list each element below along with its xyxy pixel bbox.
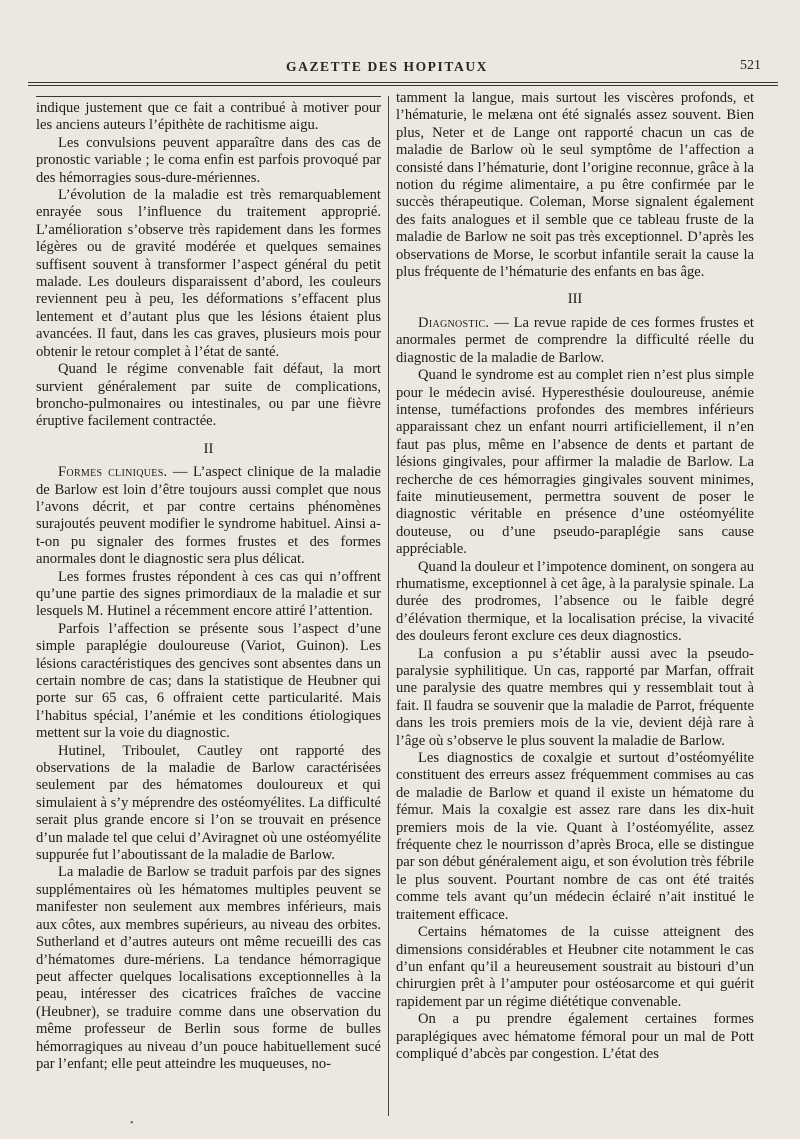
column-top-rule <box>36 96 381 97</box>
paragraph: L’évolution de la maladie est très remarquablement enrayée sous l’influence du traitement approprié. L’amélioration s’observe très rapidement dans les formes légères ou de gravité modérée et quelques semaines suffisent souvent à transformer l’aspect général du petit malade. Les douleurs disparaissent d’abord, les couleurs reviennent peu à peu, les déformations s’effacent plus lentement et d’autant plus que les lésions étaient plus avancées. Il faut, dans les cas graves, plusieurs mois pour obtenir le retour complet à l’état de santé. <box>36 187 381 360</box>
paragraph-text: — L’aspect clinique de la maladie de Barlow est loin d’être toujours aussi complet que nous l’avons décrit, et par contre certains phénomènes surajoutés peuvent modifier le syndrome habituel. Ainsi a-t-on pu signaler des formes frustes et des formes anormales dont le diagnostic sera plus délicat. <box>36 464 381 568</box>
page-number: 521 <box>740 58 761 73</box>
column-divider <box>388 96 389 1116</box>
paragraph: Quand le régime convenable fait défaut, la mort survient généralement par suite de complications, broncho-pulmonaires ou intestinales, ou par une fièvre éruptive facilement contractée. <box>36 361 381 430</box>
section-heading: Formes cliniques. <box>58 464 168 481</box>
paragraph: Hutinel, Triboulet, Cautley ont rapporté des observations de la maladie de Barlow caractérisées seulement par des hématomes douloureux et qui simulaient à s’y méprendre des ostéomyélites. La difficulté serait plus grande encore si l’on se trouvait en présence d’un malade tel que celui d’Aviragnet où une ostéomyélite suppurée fut l’aboutissant de la maladie de Barlow. <box>36 742 382 864</box>
section-number: III <box>567 291 583 308</box>
paragraph: Parfois l’affection se présente sous l’aspect d’une simple paraplégie douloureuse (Variot, Guinon). Les lésions caractéristiques des gencives sont absentes dans un certain nombre de cas; dans la statistique de Heubner qui porte sur 65 cas, 6 offraient cette particularité. Mais l’habitus spécial, l’anémie et les conditions étiologiques mettent sur la voie du diagnostic. <box>36 620 381 742</box>
paragraph: La maladie de Barlow se traduit parfois par des signes supplémentaires où les hématomes multiples peuvent se manifester non seulement aux membres inférieurs, mais aux côtes, aux membres supérieurs, au niveau des orbites. Sutherland et d’autres auteurs ont même recueilli des cas d’hématomes dure-mériens. La tendance hémorragique peut affecter quelques localisations exceptionnelles à la peau, intéresser des cicatrices fraîches de vaccine (Heubner), se traduire comme dans une observation du même professeur de Berlin sous forme de bulles hémorragiques au niveau d’un pouce habituellement sucé par l’enfant; elle peut atteindre les muqueuses, no- <box>36 864 381 1072</box>
print-mark: • <box>130 1118 134 1129</box>
section-heading: Diagnostic. <box>418 314 490 331</box>
paragraph <box>36 464 381 568</box>
paragraph: Les diagnostics de coxalgie et surtout d’ostéomyélite constituent des erreurs assez fréquemment commises au cas de maladie de Barlow et quand il existe un hématome du fémur. Mais la coxalgie est assez rare dans les dix-huit premiers mois de la vie. Quant à l’ostéomyélite, assez fréquente chez le nourrisson d’après Broca, elle se distingue par son début généralement aigu, et son évolution très fébrile le plus souvent. Pourtant nombre de cas ont été traités comme tels avant qu’un médecin éclairé n’ait institué le traitement efficace. <box>396 750 754 923</box>
paragraph-text: — La revue rapide de ces formes frustes et anormales permet de comprendre la difficulté réelle du diagnostic de la maladie de Barlow. <box>396 314 754 366</box>
paragraph: Certains hématomes de la cuisse atteignent des dimensions considérables et Heubner cite notamment le cas d’un enfant qu’il a heureusement soustrait au bistouri d’un chirurgien prêt à l’amputer pour ostéosarcome et qui guérit rapidement par un régime diététique convenable. <box>396 924 754 1010</box>
paragraph: Les formes frustes répondent à ces cas qui n’offrent qu’une partie des signes primordiaux de la maladie et sur lesquels M. Hutinel a récemment encore attiré l’attention. <box>36 568 381 620</box>
right-column <box>396 90 754 1063</box>
paragraph: Quand la douleur et l’impotence dominent, on songera au rhumatisme, exceptionnel à cet âge, à la paralysie spinale. La durée des prodromes, l’absence ou le faible degré d’élévation thermique, et la localisation précise, la vivacité des douleurs feront exclure ces deux diagnostics. <box>396 558 754 645</box>
paragraph: Quand le syndrome est au complet rien n’est plus simple pour le médecin avisé. Hyperesthésie douloureuse, anémie intense, tuméfactions profondes des membres inférieurs apparaissant chez un enfant nourri artificiellement, il n’en faut pas plus, même en l’absence de dents et partant de lésions gingivales, pour affirmer la maladie de Barlow. La recherche de ces hémorragies gingivales souvent minimes, faite minutieusement, permettra souvent de poser le diagnostic véritable en présence d’une ostéomyélite douteuse, ou d’une pseudo-paraplégie sans cause appréciable. <box>396 367 754 558</box>
left-column <box>36 100 381 1073</box>
header-rule <box>28 82 778 83</box>
section-number: II <box>203 440 214 457</box>
header-rule-thin <box>28 85 778 86</box>
paragraph: La confusion a pu s’établir aussi avec la pseudo-paralysie syphilitique. Un cas, rapporté par Marfan, offrait une paralysie des quatre membres qui y ressemblait tout à fait. Il faudra se souvenir que la maladie de Parrot, fréquente dans les trois premiers mois de la vie, devient déjà rare à l’âge où s’observe le plus souvent la maladie de Barlow. <box>396 645 754 749</box>
journal-title: GAZETTE DES HOPITAUX <box>286 59 489 74</box>
paragraph: On a pu prendre également certaines formes paraplégiques avec hématome fémoral pour un mal de Pott compliqué d’abcès par congestion. L’état des <box>396 1011 754 1062</box>
paragraph: indique justement que ce fait a contribué à motiver pour les anciens auteurs l’épithète de rachitisme aigu. <box>36 100 381 134</box>
paragraph <box>396 315 754 367</box>
running-head <box>0 58 800 78</box>
paragraph: Les convulsions peuvent apparaître dans des cas de pronostic variable ; le coma enfin est parfois provoqué par des hémorragies sous-dure-mériennes. <box>36 134 381 186</box>
paragraph: tamment la langue, mais surtout les viscères profonds, et l’hématurie, le melæna ont été signalés assez souvent. Bien plus, Neter et de Lange ont rapporté chacun un cas de maladie de Barlow où le seul symptôme de l’affection a consisté dans l’hématurie, dont l’origine reconnue, grâce à la notion du régime alimentaire, a pu être confirmée par le succès thérapeutique. Coleman, Morse signalent également des faits analogues et il semble que ce tableau fruste de la maladie de Barlow ne soit pas très exceptionnel. D’après les observations de Morse, le scorbut infantile serait la cause la plus fréquente de l’hématurie des enfants en bas âge. <box>396 90 754 281</box>
